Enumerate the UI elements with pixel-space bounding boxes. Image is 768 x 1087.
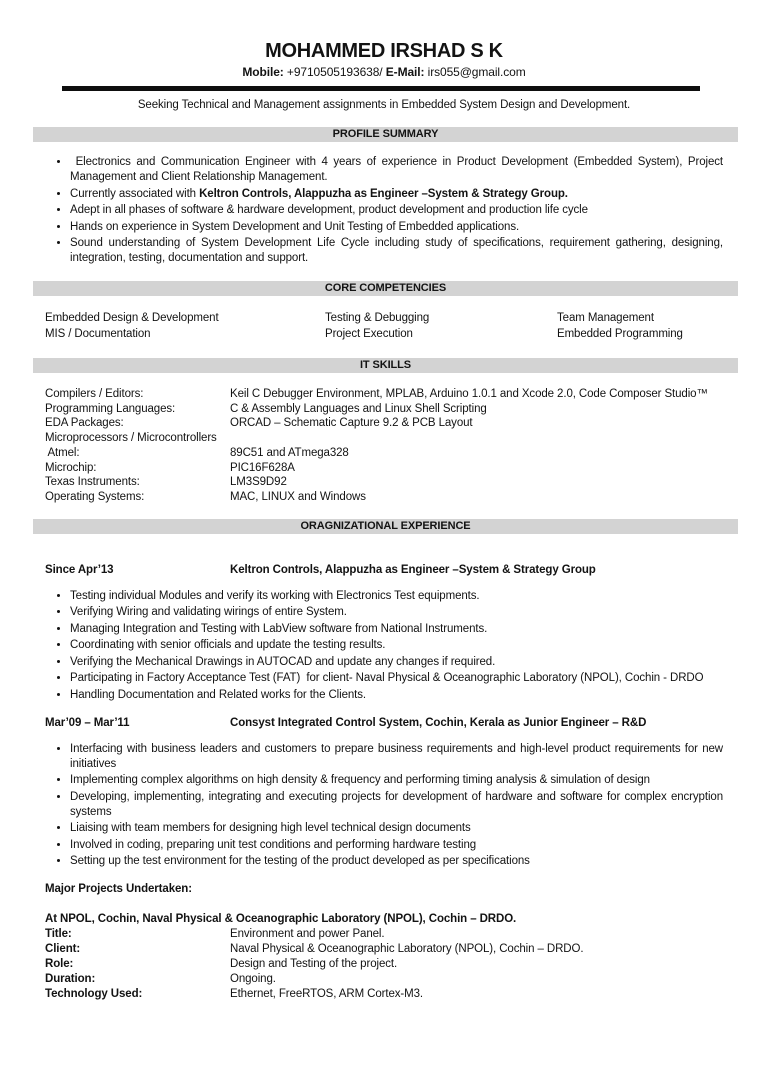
job-bullet-item: • Involved in coding, preparing unit test conditions and performing hardware testing xyxy=(70,838,723,853)
bullet-text-bold: Keltron Controls, Alappuzha as Engineer –System & Strategy Group. xyxy=(199,187,568,200)
row-value: 89C51 and ATmega328 xyxy=(230,446,349,459)
table-row xyxy=(45,490,723,505)
jobs-container xyxy=(45,563,727,870)
row-label: Operating Systems: xyxy=(45,490,145,503)
row-value: Environment and power Panel. xyxy=(230,928,385,941)
job-title: Consyst Integrated Control System, Cochin, Kerala as Junior Engineer – R&D xyxy=(230,716,647,729)
row-value: MAC, LINUX and Windows xyxy=(230,490,366,503)
email-label: E-Mail: xyxy=(385,65,425,79)
job-bullet-item: • Participating in Factory Acceptance Test (FAT) for client- Naval Physical & Oceanographic Laboratory (NPOL), Cochin - DRDO xyxy=(70,671,723,686)
row-label: Microchip: xyxy=(45,461,97,474)
job-heading xyxy=(45,716,723,731)
profile-bullet-item xyxy=(70,220,723,235)
job-period: Since Apr’13 xyxy=(45,563,114,576)
row-value: Design and Testing of the project. xyxy=(230,958,398,971)
job-bullet-item: • Developing, implementing, integrating and executing projects for development of hardware and software for complex encryption systems xyxy=(70,790,723,820)
core-competencies-header: CORE COMPETENCIES xyxy=(33,281,738,296)
job-bullet-item: • Interfacing with business leaders and customers to prepare business requirements and high-level product requirements for new initiatives xyxy=(70,742,723,772)
row-value: ORCAD – Schematic Capture 9.2 & PCB Layout xyxy=(230,417,473,430)
experience-section xyxy=(45,519,727,870)
row-label: Microprocessors / Microcontrollers xyxy=(45,432,217,445)
job-bullet-item: • Coordinating with senior officials and update the testing results. xyxy=(70,638,723,653)
competency-column xyxy=(557,311,723,342)
profile-summary-section xyxy=(45,127,727,266)
profile-bullet-item xyxy=(70,187,723,202)
table-row xyxy=(45,972,723,987)
row-label: Texas Instruments: xyxy=(45,476,140,489)
experience-header: ORAGNIZATIONAL EXPERIENCE xyxy=(33,519,738,534)
bullet-text: Sound understanding of System Development Life Cycle including study of specifications, requirement gathering, designing, integration, testing, documentation and support. xyxy=(70,237,727,264)
table-row xyxy=(45,387,723,402)
bullet-text: Adept in all phases of software & hardware development, product development and production life cycle xyxy=(70,204,588,216)
profile-summary-list xyxy=(45,155,727,266)
job-heading xyxy=(45,563,723,578)
competency-item: Embedded Programming xyxy=(557,327,683,340)
objective-text: Seeking Technical and Management assignments in Embedded System Design and Development. xyxy=(137,99,631,111)
project-title: At NPOL, Cochin, Naval Physical & Oceanographic Laboratory (NPOL), Cochin – DRDO. xyxy=(45,913,517,926)
competency-item: Project Execution xyxy=(325,327,413,340)
table-row xyxy=(45,987,723,1002)
table-row xyxy=(45,942,723,957)
profile-bullet-item xyxy=(70,203,723,218)
table-row xyxy=(45,927,723,942)
row-label: Compilers / Editors: xyxy=(45,388,144,400)
competencies-grid xyxy=(45,311,723,342)
row-label: Client: xyxy=(45,943,81,956)
competency-item: MIS / Documentation xyxy=(45,327,151,340)
job-bullet-item: • Handling Documentation and Related works for the Clients. xyxy=(70,688,723,703)
table-row xyxy=(45,461,723,476)
job-title: Keltron Controls, Alappuzha as Engineer –System & Strategy Group xyxy=(230,563,596,576)
profile-summary-header: PROFILE SUMMARY xyxy=(33,127,738,142)
job-bullet-item: • Implementing complex algorithms on high density & frequency and performing timing analysis & simulation of design xyxy=(70,773,723,788)
project-details-table xyxy=(45,927,723,1002)
row-label: Atmel: xyxy=(45,446,80,459)
competency-item: Embedded Design & Development xyxy=(45,312,219,324)
job-bullet-item: • Verifying the Mechanical Drawings in AUTOCAD and update any changes if required. xyxy=(70,655,723,670)
job-bullet-item: • Managing Integration and Testing with LabView software from National Instruments. xyxy=(70,622,723,637)
header-divider xyxy=(62,86,700,91)
bullet-text: Currently associated with xyxy=(70,187,200,200)
it-skills-header: IT SKILLS xyxy=(33,358,738,373)
contact-line xyxy=(45,65,723,80)
row-label: Programming Languages: xyxy=(45,402,176,415)
mobile-label: Mobile: xyxy=(242,65,284,79)
skills-table xyxy=(45,387,723,505)
email-address: irs055@gmail.com xyxy=(427,65,526,79)
profile-bullet-item xyxy=(70,155,727,185)
row-label: EDA Packages: xyxy=(45,417,124,430)
row-value: Naval Physical & Oceanographic Laboratory (NPOL), Cochin – DRDO. xyxy=(230,943,584,956)
row-label: Title: xyxy=(45,928,72,941)
row-value: C & Assembly Languages and Linux Shell Scripting xyxy=(230,402,487,415)
resume-header xyxy=(45,40,723,113)
job-bullet-list xyxy=(45,589,723,703)
competency-column xyxy=(325,311,557,342)
table-row xyxy=(45,416,723,431)
candidate-name: MOHAMMED IRSHAD S K xyxy=(265,40,503,62)
row-value: PIC16F628A xyxy=(230,461,295,474)
row-label: Duration: xyxy=(45,973,96,986)
row-label: Technology Used: xyxy=(45,988,143,1001)
row-value xyxy=(230,431,723,446)
table-row xyxy=(45,475,723,490)
core-competencies-section xyxy=(45,281,723,342)
job-bullet-item: • Verifying Wiring and validating wirings of entire System. xyxy=(70,605,723,620)
profile-bullet-item xyxy=(70,236,727,266)
row-value: Ethernet, FreeRTOS, ARM Cortex-M3. xyxy=(230,988,424,1001)
job-bullet-item: • Setting up the test environment for the testing of the product developed as per specifications xyxy=(70,854,723,869)
row-label: Role: xyxy=(45,958,74,971)
job-bullet-list xyxy=(45,742,727,870)
row-value: Keil C Debugger Environment, MPLAB, Arduino 1.0.1 and Xcode 2.0, Code Composer Studio™ xyxy=(230,388,708,400)
projects-section xyxy=(45,882,723,1002)
job-period: Mar’09 – Mar’11 xyxy=(45,716,130,729)
table-row xyxy=(45,402,723,417)
projects-heading: Major Projects Undertaken: xyxy=(45,883,192,896)
it-skills-section xyxy=(45,358,723,505)
competency-column xyxy=(45,311,325,342)
competency-item: Team Management xyxy=(557,312,654,324)
table-row xyxy=(45,446,723,461)
competency-item: Testing & Debugging xyxy=(325,312,430,324)
mobile-number: +9710505193638/ xyxy=(286,65,383,79)
job-bullet-item: • Testing individual Modules and verify its working with Electronics Test equipments. xyxy=(70,589,723,604)
bullet-text: Hands on experience in System Development and Unit Testing of Embedded applications. xyxy=(70,220,520,233)
job-bullet-item: • Liaising with team members for designing high level technical design documents xyxy=(70,821,723,836)
table-row xyxy=(45,957,723,972)
bullet-text: Electronics and Communication Engineer with 4 years of experience in Product Development (Embedded System), Project Management and Client Relationship Management. xyxy=(70,156,727,183)
row-value: LM3S9D92 xyxy=(230,476,287,489)
row-value: Ongoing. xyxy=(230,973,276,986)
table-row xyxy=(45,431,723,446)
